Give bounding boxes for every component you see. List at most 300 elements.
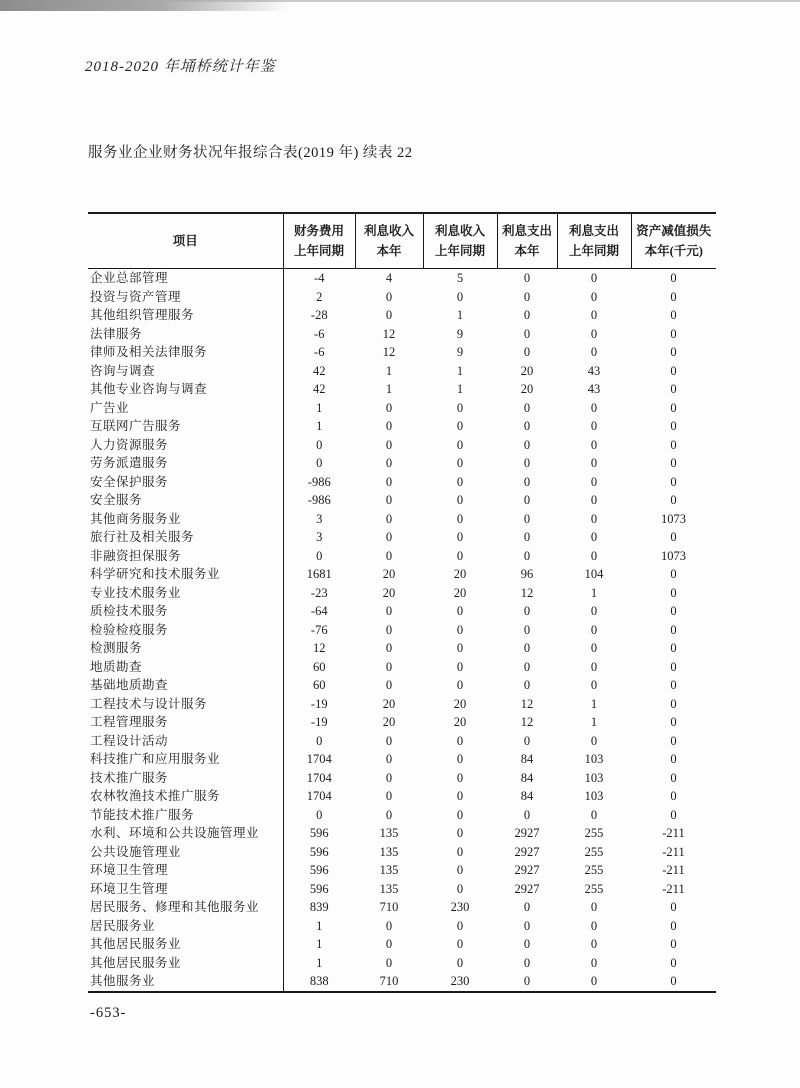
- cell-value: -211: [662, 826, 685, 840]
- row-label: 居民服务业: [88, 917, 283, 936]
- cell-value: 0: [385, 678, 393, 692]
- cell-value: 0: [590, 345, 598, 359]
- cell-value: 12: [520, 696, 534, 711]
- column-header-line1: 利息支出: [501, 224, 552, 238]
- column-header-line2: 上年同期: [434, 244, 485, 258]
- row-label: 其他居民服务业: [88, 935, 283, 954]
- table-row: [88, 676, 716, 695]
- cell-value: 20: [520, 382, 534, 396]
- cell-value: 0: [456, 918, 464, 933]
- cell-value: 0: [316, 733, 323, 748]
- cell-value: 1: [316, 400, 323, 415]
- cell-value: 0: [456, 789, 464, 803]
- cell-value: 0: [523, 937, 531, 951]
- cell-value: 0: [456, 400, 464, 415]
- cell-value: 0: [670, 715, 677, 729]
- cell-value: 0: [385, 400, 393, 415]
- row-label: 咨询与调查: [88, 362, 283, 381]
- row-label: 检验检疫服务: [88, 621, 283, 640]
- table-title: 服务业企业财务状况年报综合表(2019 年) 续表 22: [88, 145, 413, 161]
- table-body: [88, 269, 716, 992]
- column-header: [283, 213, 355, 269]
- cell-value: 0: [523, 456, 531, 470]
- cell-value: -6: [314, 326, 325, 341]
- cell-value: 0: [385, 493, 393, 507]
- row-label: 科学研究和技术服务业: [88, 565, 283, 584]
- cell-value: 12: [520, 715, 534, 729]
- cell-value: 4: [385, 271, 393, 285]
- table-row: [88, 547, 716, 566]
- cell-value: 0: [670, 382, 677, 396]
- cell-value: 0: [456, 419, 464, 433]
- cell-value: 96: [520, 567, 534, 581]
- cell-value: -64: [310, 604, 328, 618]
- cell-value: 0: [456, 622, 464, 637]
- cell-value: -19: [310, 715, 328, 729]
- cell-value: 135: [379, 881, 399, 896]
- cell-value: 0: [456, 937, 464, 951]
- cell-value: 0: [670, 437, 677, 452]
- cell-value: 0: [670, 622, 677, 637]
- cell-value: 0: [523, 733, 531, 748]
- cell-value: 0: [456, 641, 464, 655]
- cell-value: 135: [379, 863, 399, 877]
- cell-value: 104: [584, 567, 604, 581]
- column-header: [631, 213, 716, 269]
- cell-value: 60: [313, 659, 326, 674]
- cell-value: 0: [670, 918, 677, 933]
- row-label: 专业技术服务业: [88, 584, 283, 603]
- cell-value: 1: [590, 696, 598, 711]
- table-row: [88, 750, 716, 769]
- table-row: [88, 343, 716, 362]
- cell-value: 9: [456, 326, 464, 341]
- cell-value: 0: [523, 437, 531, 452]
- cell-value: 20: [453, 715, 467, 729]
- cell-value: 2927: [514, 863, 540, 877]
- table-row: [88, 861, 716, 880]
- cell-value: 0: [385, 937, 393, 951]
- cell-value: 0: [670, 937, 677, 951]
- cell-value: 0: [670, 530, 677, 544]
- cell-value: 20: [520, 363, 534, 378]
- cell-value: 12: [520, 585, 534, 600]
- cell-value: 0: [670, 474, 677, 489]
- cell-value: -4: [314, 271, 325, 285]
- cell-value: -76: [310, 622, 328, 637]
- cell-value: 0: [385, 456, 393, 470]
- cell-value: 0: [456, 678, 464, 692]
- row-label: 律师及相关法律服务: [88, 343, 283, 362]
- cell-value: 0: [385, 789, 393, 803]
- column-header-item: [88, 213, 283, 269]
- cell-value: 0: [385, 622, 393, 637]
- table-row: [88, 306, 716, 325]
- row-label: 其他居民服务业: [88, 954, 283, 973]
- cell-value: 0: [385, 604, 393, 618]
- cell-value: 0: [590, 974, 598, 988]
- table-row: [88, 898, 716, 917]
- row-label: 人力资源服务: [88, 436, 283, 455]
- cell-value: 0: [385, 955, 393, 970]
- row-label: 基础地质勘查: [88, 676, 283, 695]
- cell-value: 839: [309, 900, 329, 914]
- column-header: [557, 213, 631, 269]
- cell-value: 0: [590, 400, 598, 415]
- cell-value: 0: [590, 548, 598, 563]
- cell-value: 0: [670, 493, 677, 507]
- table-row: [88, 843, 716, 862]
- cell-value: 255: [584, 881, 604, 896]
- cell-value: 0: [385, 807, 393, 822]
- cell-value: 0: [590, 659, 598, 674]
- cell-value: 0: [670, 363, 677, 378]
- row-label: 安全保护服务: [88, 473, 283, 492]
- row-label: 环境卫生管理: [88, 861, 283, 880]
- cell-value: 0: [523, 548, 531, 563]
- column-header-line2: 上年同期: [293, 244, 344, 258]
- cell-value: 0: [456, 511, 464, 526]
- cell-value: 0: [523, 604, 531, 618]
- cell-value: 0: [316, 456, 323, 470]
- table-row: [88, 713, 716, 732]
- cell-value: 0: [523, 641, 531, 655]
- column-header-line1: 项目: [172, 234, 198, 248]
- table-row: [88, 621, 716, 640]
- table-row: [88, 380, 716, 399]
- row-label: 水利、环境和公共设施管理业: [88, 824, 283, 843]
- row-label: 质检技术服务: [88, 602, 283, 621]
- cell-value: 42: [313, 382, 326, 396]
- cell-value: 0: [456, 474, 464, 489]
- row-label: 劳务派遣服务: [88, 454, 283, 473]
- cell-value: 0: [456, 770, 464, 785]
- cell-value: 1: [316, 419, 323, 433]
- row-label: 广告业: [88, 399, 283, 418]
- cell-value: 3: [316, 530, 323, 544]
- table-row: [88, 325, 716, 344]
- cell-value: 1: [456, 382, 464, 396]
- cell-value: 135: [379, 826, 399, 840]
- cell-value: 1704: [306, 770, 332, 785]
- cell-value: 0: [385, 918, 393, 933]
- cell-value: 0: [523, 678, 531, 692]
- cell-value: 103: [584, 752, 604, 766]
- cell-value: 0: [670, 567, 677, 581]
- table-header: [88, 213, 716, 269]
- row-label: 工程技术与设计服务: [88, 695, 283, 714]
- table-row: [88, 491, 716, 510]
- column-header: [423, 213, 497, 269]
- cell-value: 0: [523, 400, 531, 415]
- cell-value: 0: [456, 530, 464, 544]
- cell-value: 0: [590, 641, 598, 655]
- cell-value: 0: [670, 400, 677, 415]
- row-label: 地质勘查: [88, 658, 283, 677]
- cell-value: 0: [456, 437, 464, 452]
- cell-value: 0: [523, 807, 531, 822]
- cell-value: 20: [382, 715, 396, 729]
- row-label: 其他服务业: [88, 972, 283, 992]
- cell-value: 0: [523, 511, 531, 526]
- cell-value: 0: [523, 918, 531, 933]
- cell-value: 0: [670, 974, 677, 988]
- cell-value: 2: [316, 289, 323, 304]
- row-label: 法律服务: [88, 325, 283, 344]
- table-row: [88, 658, 716, 677]
- cell-value: 0: [590, 678, 598, 692]
- row-label: 企业总部管理: [88, 269, 283, 288]
- cell-value: -28: [310, 308, 328, 322]
- cell-value: 0: [523, 530, 531, 544]
- table-row: [88, 510, 716, 529]
- cell-value: 0: [456, 881, 464, 896]
- cell-value: 0: [456, 659, 464, 674]
- cell-value: 0: [523, 345, 531, 359]
- cell-value: 1: [316, 955, 323, 970]
- cell-value: 0: [670, 456, 677, 470]
- cell-value: 12: [313, 641, 326, 655]
- cell-value: 3: [316, 511, 323, 526]
- cell-value: 1: [456, 363, 464, 378]
- cell-value: 12: [382, 345, 396, 359]
- row-label: 其他专业咨询与调查: [88, 380, 283, 399]
- cell-value: 2927: [514, 826, 540, 840]
- cell-value: 0: [523, 308, 531, 322]
- table-row: [88, 417, 716, 436]
- table-row: [88, 584, 716, 603]
- cell-value: 0: [590, 918, 598, 933]
- cell-value: 0: [670, 308, 677, 322]
- cell-value: -19: [310, 696, 328, 711]
- yearbook-running-header: 2018-2020 年埇桥统计年鉴: [85, 59, 276, 75]
- cell-value: 0: [590, 271, 598, 285]
- table-row: [88, 972, 716, 992]
- cell-value: 0: [316, 807, 323, 822]
- cell-value: 0: [590, 493, 598, 507]
- row-label: 检测服务: [88, 639, 283, 658]
- cell-value: 0: [385, 752, 393, 766]
- cell-value: 1: [316, 918, 323, 933]
- cell-value: 1681: [306, 567, 332, 581]
- cell-value: 1: [590, 585, 598, 600]
- column-header-line1: 利息收入: [363, 224, 414, 238]
- table-row: [88, 362, 716, 381]
- cell-value: 20: [453, 696, 467, 711]
- cell-value: 0: [590, 900, 598, 914]
- column-header: [497, 213, 557, 269]
- cell-value: 0: [385, 641, 393, 655]
- cell-value: 43: [587, 382, 601, 396]
- cell-value: 0: [523, 271, 531, 285]
- cell-value: 0: [456, 493, 464, 507]
- column-header-line1: 资产减值损失: [636, 224, 712, 238]
- cell-value: 0: [456, 752, 464, 766]
- cell-value: 596: [309, 826, 329, 840]
- table-row: [88, 880, 716, 899]
- cell-value: 0: [385, 308, 393, 322]
- cell-value: 0: [316, 548, 323, 563]
- cell-value: 0: [670, 345, 677, 359]
- row-label: 科技推广和应用服务业: [88, 750, 283, 769]
- cell-value: 0: [670, 585, 677, 600]
- cell-value: 20: [453, 567, 467, 581]
- cell-value: 0: [590, 733, 598, 748]
- column-header-line2: 上年同期: [568, 244, 619, 258]
- cell-value: 0: [670, 271, 677, 285]
- cell-value: 0: [523, 419, 531, 433]
- cell-value: 255: [584, 826, 604, 840]
- row-label: 其他组织管理服务: [88, 306, 283, 325]
- cell-value: 0: [670, 900, 677, 914]
- column-header: [355, 213, 423, 269]
- row-label: 环境卫生管理: [88, 880, 283, 899]
- column-header-line1: 利息支出: [568, 224, 619, 238]
- cell-value: 0: [590, 604, 598, 618]
- table-row: [88, 528, 716, 547]
- row-label: 其他商务服务业: [88, 510, 283, 529]
- scan-corner-shadow: [0, 0, 290, 11]
- cell-value: 255: [584, 844, 604, 859]
- cell-value: 20: [453, 585, 467, 600]
- cell-value: 596: [309, 863, 329, 877]
- cell-value: 0: [590, 622, 598, 637]
- row-label: 工程设计活动: [88, 732, 283, 751]
- row-label: 公共设施管理业: [88, 843, 283, 862]
- cell-value: 42: [313, 363, 326, 378]
- cell-value: 0: [385, 437, 393, 452]
- table-row: [88, 565, 716, 584]
- table-row: [88, 935, 716, 954]
- cell-value: 0: [670, 289, 677, 304]
- cell-value: 103: [584, 770, 604, 785]
- cell-value: 0: [670, 789, 677, 803]
- cell-value: 710: [379, 900, 399, 914]
- cell-value: -23: [310, 585, 328, 600]
- cell-value: 20: [382, 585, 396, 600]
- row-label: 旅行社及相关服务: [88, 528, 283, 547]
- cell-value: 710: [379, 974, 399, 988]
- cell-value: 1: [456, 308, 464, 322]
- table-row: [88, 269, 716, 288]
- cell-value: 0: [670, 696, 677, 711]
- cell-value: 0: [590, 419, 598, 433]
- cell-value: 0: [670, 678, 677, 692]
- cell-value: 596: [309, 844, 329, 859]
- cell-value: 20: [382, 567, 396, 581]
- column-header-line1: 财务费用: [293, 224, 344, 238]
- cell-value: 0: [385, 770, 393, 785]
- cell-value: 0: [456, 733, 464, 748]
- cell-value: 0: [670, 770, 677, 785]
- cell-value: 230: [450, 974, 470, 988]
- cell-value: 0: [456, 807, 464, 822]
- cell-value: 1073: [661, 511, 686, 526]
- cell-value: 0: [590, 530, 598, 544]
- cell-value: 60: [313, 678, 326, 692]
- cell-value: 0: [385, 733, 393, 748]
- cell-value: 0: [385, 289, 393, 304]
- cell-value: 0: [590, 308, 598, 322]
- cell-value: 0: [670, 419, 677, 433]
- cell-value: 20: [382, 696, 396, 711]
- cell-value: 84: [520, 789, 534, 803]
- cell-value: 0: [590, 807, 598, 822]
- cell-value: 0: [590, 937, 598, 951]
- cell-value: 0: [456, 456, 464, 470]
- cell-value: 0: [385, 474, 393, 489]
- table-row: [88, 399, 716, 418]
- cell-value: 0: [523, 493, 531, 507]
- table-row: [88, 824, 716, 843]
- cell-value: 2927: [514, 881, 540, 896]
- cell-value: -986: [307, 493, 331, 507]
- cell-value: 0: [670, 733, 677, 748]
- cell-value: -211: [662, 844, 685, 859]
- page-number: -653-: [90, 1005, 127, 1021]
- table-row: [88, 769, 716, 788]
- cell-value: 0: [523, 659, 531, 674]
- cell-value: 0: [523, 289, 531, 304]
- cell-value: -211: [662, 863, 685, 877]
- table-row: [88, 288, 716, 307]
- cell-value: 0: [385, 511, 393, 526]
- cell-value: 0: [590, 474, 598, 489]
- table-row: [88, 602, 716, 621]
- cell-value: 0: [670, 659, 677, 674]
- table-row: [88, 473, 716, 492]
- table-row: [88, 732, 716, 751]
- cell-value: 43: [587, 363, 601, 378]
- header-row: [88, 213, 716, 269]
- table-row: [88, 436, 716, 455]
- column-header-line2: 本年(千元): [644, 244, 703, 258]
- cell-value: 0: [523, 974, 531, 988]
- cell-value: 0: [670, 807, 677, 822]
- cell-value: 1: [385, 382, 393, 396]
- column-header-line2: 本年: [514, 244, 540, 258]
- row-label: 农林牧渔技术推广服务: [88, 787, 283, 806]
- cell-value: 0: [523, 622, 531, 637]
- cell-value: 0: [523, 955, 531, 970]
- cell-value: 0: [316, 437, 323, 452]
- cell-value: 0: [590, 289, 598, 304]
- cell-value: 0: [456, 289, 464, 304]
- cell-value: 1704: [306, 752, 332, 766]
- cell-value: 0: [590, 456, 598, 470]
- financial-table-container: [88, 212, 716, 993]
- table-row: [88, 454, 716, 473]
- row-label: 安全服务: [88, 491, 283, 510]
- cell-value: 0: [385, 659, 393, 674]
- table-row: [88, 695, 716, 714]
- cell-value: 12: [382, 326, 396, 341]
- table-row: [88, 787, 716, 806]
- cell-value: 5: [456, 271, 464, 285]
- cell-value: 0: [590, 326, 598, 341]
- cell-value: 103: [584, 789, 604, 803]
- cell-value: 0: [670, 955, 677, 970]
- table-row: [88, 917, 716, 936]
- cell-value: 0: [670, 641, 677, 655]
- cell-value: 0: [523, 326, 531, 341]
- row-label: 技术推广服务: [88, 769, 283, 788]
- cell-value: 1073: [661, 548, 686, 563]
- row-label: 居民服务、修理和其他服务业: [88, 898, 283, 917]
- cell-value: 0: [456, 955, 464, 970]
- cell-value: 1: [385, 363, 393, 378]
- cell-value: 1: [316, 937, 323, 951]
